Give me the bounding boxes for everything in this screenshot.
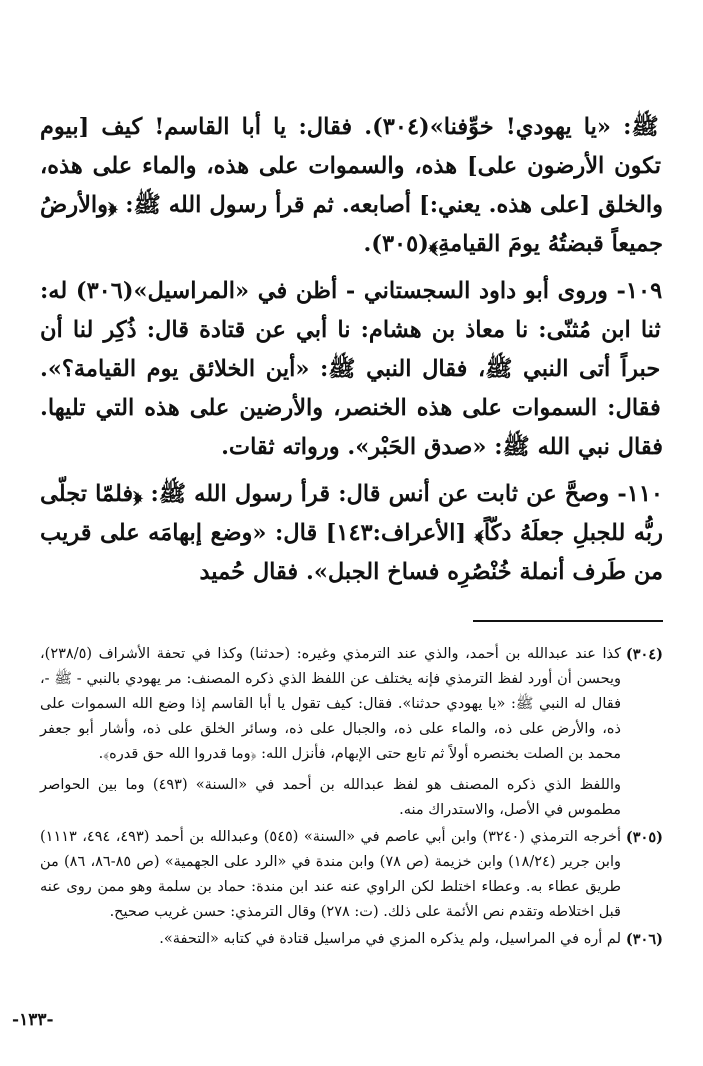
footnote-text xyxy=(40,825,621,925)
footnote-line: في «الرد على الجهمية» (ص ٨٥-٨٦، ٨٦) من طريق عطاء به. وعطاء اختلط لكن xyxy=(40,854,621,895)
footnote-line: قدره﴾. xyxy=(98,746,139,762)
line: فقال: السموات على هذه الخنصر، والأرضين على هذه التي تليها. xyxy=(40,395,661,421)
line: ﷺ: «يا يهودي! خوِّفنا»(٣٠٤). فقال: يا أبا القاسم! كيف [بيوم xyxy=(40,114,659,140)
main-text xyxy=(40,108,663,592)
book-page xyxy=(40,108,663,1066)
footnote-line: لم أره في المراسيل، ولم يذكره المزي في مراسيل قتادة في كتابه «التحفة». xyxy=(159,931,621,947)
line: إبهامَه على قريب من طَرف أنملة خُنْصُرِه فساخ الجبل». فقال حُميد xyxy=(40,520,663,585)
line: ﴿فلمّا تجلّى ربُّه للجبلِ جعلَهُ دكّاً﴾ [الأعراف:١٤٣] قال: «وضع xyxy=(40,481,663,546)
line: تكون الأرضون على] هذه، والسموات على هذه، والماء على هذه، xyxy=(40,153,661,179)
footnote-line: ذه، والماء على ذه، والجبال على ذه، وسائر الخلق على ذه، وأشار أبو جعفر محمد xyxy=(40,721,621,762)
footnote-separator xyxy=(473,620,663,622)
footnote-number: (٣٠٥) xyxy=(625,829,663,846)
footnote-line: بن الصلت بخنصره أولاً ثم تابع حتى الإبهام، فأنزل الله: ﴿وما قدروا الله حق xyxy=(138,746,584,762)
footnote-line: الأشراف (٢٣٨/٥)، ويحسن أن أورد لفظ الترمذي فإنه يختلف عن اللفظ الذي xyxy=(40,646,621,687)
footnote-line: الراوي عنه عند ابن مندة: حماد بن سلمة وهو ممن روى عنه قبل اختلاطه وتقدم xyxy=(40,879,621,920)
footnote-line: واللفظ الذي ذكره المصنف هو لفظ عبدالله بن أحمد في «السنة» (٤٩٣) وما xyxy=(117,777,622,793)
footnote-body xyxy=(40,927,621,952)
paragraph-110 xyxy=(40,475,663,592)
footnote-306 xyxy=(40,927,663,952)
footnote-body xyxy=(40,642,621,823)
footnote-number: (٣٠٤) xyxy=(625,646,663,663)
footnote-body xyxy=(40,825,621,925)
footnote-line: (٤٩٣، ٤٩٤، ١١١٣) وابن جرير (١٨/٢٤) وابن خزيمة (ص ٧٨) وابن مندة xyxy=(40,829,621,870)
footnote-continuation xyxy=(40,773,621,823)
footnote-304 xyxy=(40,642,663,823)
footnote-305 xyxy=(40,825,663,925)
footnote-line: فقال: كيف تقول يا أبا القاسم إذا وضع الله السموات على ذه، والأرض على xyxy=(40,696,621,737)
paragraph-109 xyxy=(40,272,663,467)
footnote-text xyxy=(40,927,621,952)
footnote-line: نص الأئمة على ذلك. (ت: ٢٧٨) وقال الترمذي: حسن غريب صحيح. xyxy=(109,904,505,920)
footnote-line: ذكره المصنف: مر يهودي بالنبي - ﷺ -، فقال له النبي ﷺ: «يا يهودي حدثنا». xyxy=(40,671,621,712)
line: فقال نبي الله ﷺ: «صدق الحَبْر». ورواته ثقات. xyxy=(221,434,663,460)
line: حبراً أتى النبي ﷺ، فقال النبي ﷺ: «أين الخلائق يوم القيامة؟». xyxy=(40,356,661,382)
line: ﴿والأرضُ جميعاً قبضتُهُ يومَ القيامةِ﴾(٣٠٥). xyxy=(40,192,663,257)
line: والخلق [على هذه. يعني:] أصابعه. ثم قرأ رسول الله ﷺ: xyxy=(117,192,663,218)
footnotes xyxy=(40,642,663,952)
line: ١٠٩- وروى أبو داود السجستاني - أظن في «المراسيل»(٣٠٦) له: xyxy=(40,278,663,304)
footnote-text xyxy=(40,642,621,767)
footnote-number: (٣٠٦) xyxy=(625,931,663,948)
line: ثنا ابن مُثنّى: نا معاذ بن هشام: نا أبي عن قتادة قال: ذُكِر لنا أن xyxy=(40,317,661,343)
page-number: -١٣٣- xyxy=(12,1010,54,1030)
paragraph-hadith-continuation xyxy=(40,108,663,264)
footnote-line: أخرجه الترمذي (٣٢٤٠) وابن أبي عاصم في «السنة» (٥٤٥) وعبدالله بن أحمد xyxy=(149,829,622,845)
line: ١١٠- وصحَّ عن ثابت عن أنس قال: قرأ رسول الله ﷺ: xyxy=(142,481,663,507)
footnote-line: كذا عند عبدالله بن أحمد، والذي عند الترمذي وغيره: (حدثنا) وكذا في تحفة xyxy=(150,646,621,662)
footnote-line: بين الحواصر مطموس في الأصل، والاستدراك منه. xyxy=(40,777,621,818)
